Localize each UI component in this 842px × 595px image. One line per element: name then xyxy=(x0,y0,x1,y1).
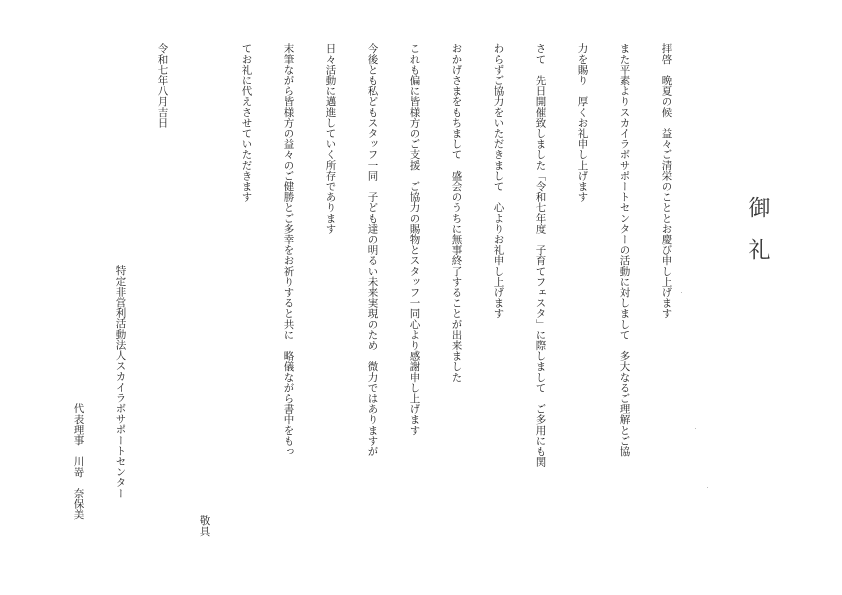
body-line-1: 拝啓 晩夏の候 益々ご清栄のこととお慶び申し上げます xyxy=(660,43,673,319)
body-line-2: また平素よりスカイラボサポートセンターの活動に対しまして 多大なるご理解とご協 xyxy=(618,43,631,457)
body-line-8: 今後とも私どもスタッフ一同 子ども達の明るい未来実現のため 微力ではありますが xyxy=(366,43,379,457)
paper-speck xyxy=(681,292,682,293)
letter-title: 御礼 xyxy=(745,196,770,280)
body-line-11: てお礼に代えさせていただきます xyxy=(240,43,253,202)
organization-name: 特定非営利活動法人スカイラボサポートセンター xyxy=(114,265,127,499)
paper-speck xyxy=(695,428,696,429)
body-line-3: 力を賜り 厚くお礼申し上げます xyxy=(576,43,589,202)
body-line-9: 日々活動に邁進していく所存であります xyxy=(324,43,337,234)
paper-speck xyxy=(707,487,708,488)
letter-date: 令和七年八月吉日 xyxy=(156,43,169,128)
body-line-7: これも偏に皆様方のご支援 ご協力の賜物とスタッフ一同心より感謝申し上げます xyxy=(408,43,421,436)
signatory-name: 代表理事 川嵜 奈保美 xyxy=(72,403,85,520)
body-line-5: わらずご協力をいただきまして 心よりお礼申し上げます xyxy=(492,43,505,319)
body-line-6: おかげさまをもちまして 盛会のうちに無事終了することが出来ました xyxy=(450,43,463,383)
body-line-4: さて 先日開催致しました「令和七年度 子育てフェスタ」に際しまして ご多用にも関 xyxy=(534,43,547,467)
closing-keigu: 敬具 xyxy=(198,515,211,537)
body-line-10: 末筆ながら皆様方の益々のご健勝とご多幸をお祈りすると共に 略儀ながら書中をもっ xyxy=(282,43,295,457)
